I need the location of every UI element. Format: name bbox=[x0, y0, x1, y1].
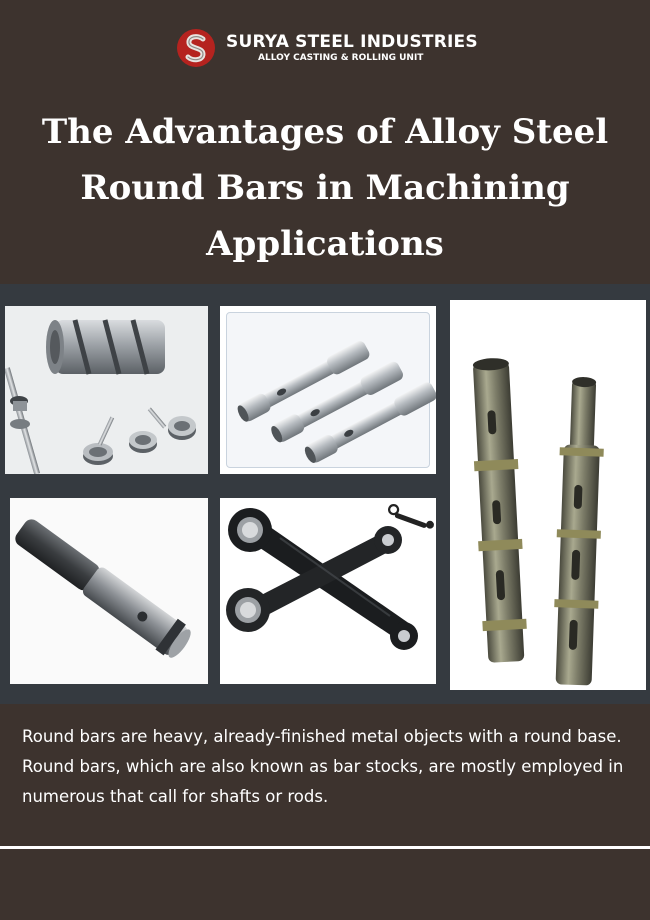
page-title: The Advantages of Alloy Steel Round Bars in Machining Applications bbox=[41, 112, 609, 264]
company-tagline: ALLOY CASTING & ROLLING UNIT bbox=[258, 52, 424, 63]
s-letter-logo-icon bbox=[176, 28, 216, 68]
footer-divider bbox=[0, 846, 650, 849]
long-shafts-photo bbox=[450, 300, 646, 690]
machined-parts-photo bbox=[5, 306, 208, 474]
company-name: SURYA STEEL INDUSTRIES bbox=[226, 31, 478, 52]
crank-arms-photo bbox=[220, 498, 436, 684]
intro-paragraph: Round bars are heavy, already-finished metal objects with a round base. Round bars, which are also known as bar stocks, are mostly employed in numerous that call for shafts or rods. bbox=[22, 727, 624, 806]
product-gallery bbox=[0, 284, 650, 704]
stepped-round-bar-photo bbox=[10, 498, 208, 684]
hollow-shafts-photo bbox=[220, 306, 436, 474]
brand-logo bbox=[176, 28, 478, 68]
